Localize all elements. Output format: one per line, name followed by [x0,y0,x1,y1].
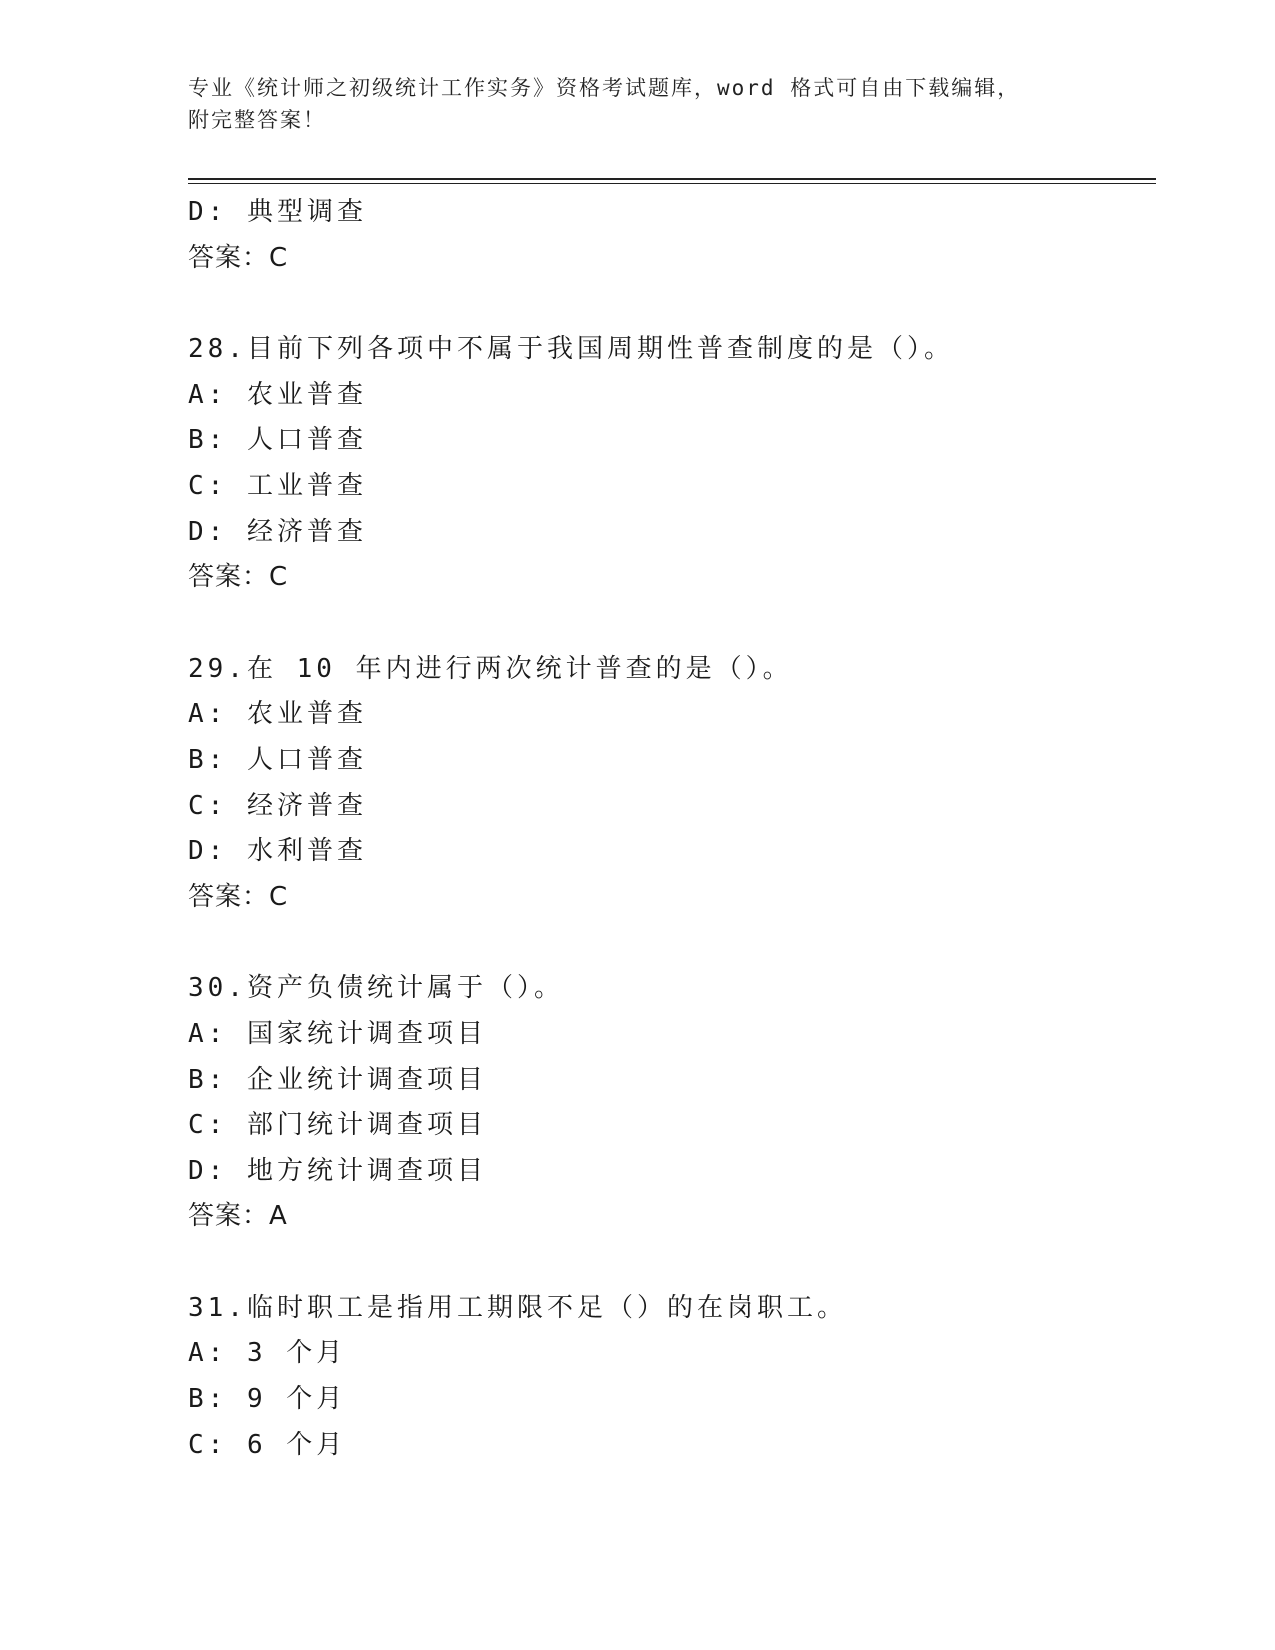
option-b: B: 企业统计调查项目 [188,1064,487,1095]
answer: 答案：A [188,1201,288,1232]
question-stem: 30.资产负债统计属于（）。 [188,973,564,1004]
option-d: D: 典型调查 [188,197,367,227]
spacer [188,1240,1148,1286]
question-30 [188,966,1148,1240]
option-d: D: 水利普查 [188,836,367,867]
header-line-2: 附完整答案！ [188,108,326,132]
question-27-tail [188,190,1148,281]
question-stem: 31.临时职工是指用工期限不足（）的在岗职工。 [188,1292,847,1323]
page-header [188,72,1088,136]
question-31 [188,1286,1148,1468]
option-a: A: 3 个月 [188,1338,347,1369]
option-a: A: 农业普查 [188,379,367,410]
option-a: A: 农业普查 [188,699,367,730]
option-c: C: 部门统计调查项目 [188,1110,487,1141]
option-c: C: 6 个月 [188,1429,347,1460]
question-stem: 28.目前下列各项中不属于我国周期性普查制度的是（）。 [188,334,954,365]
spacer [188,920,1148,966]
answer: 答案：C [188,881,289,912]
option-d: D: 经济普查 [188,516,367,547]
question-28 [188,327,1148,601]
option-a: A: 国家统计调查项目 [188,1018,487,1049]
question-29 [188,647,1148,921]
answer: 答案：C [188,562,289,593]
question-stem: 29.在 10 年内进行两次统计普查的是（）。 [188,653,793,684]
spacer [188,281,1148,327]
header-line-1: 专业《统计师之初级统计工作实务》资格考试题库，word 格式可自由下载编辑， [188,76,1021,100]
answer: 答案：C [188,242,289,273]
spacer [188,601,1148,647]
option-b: B: 人口普查 [188,744,367,775]
option-d: D: 地方统计调查项目 [188,1155,487,1186]
option-b: B: 人口普查 [188,425,367,456]
option-c: C: 经济普查 [188,790,367,821]
option-c: C: 工业普查 [188,470,367,501]
header-rule-thin [188,183,1156,184]
option-b: B: 9 个月 [188,1384,347,1415]
header-rule-thick [188,178,1156,180]
document-body [188,190,1148,1468]
